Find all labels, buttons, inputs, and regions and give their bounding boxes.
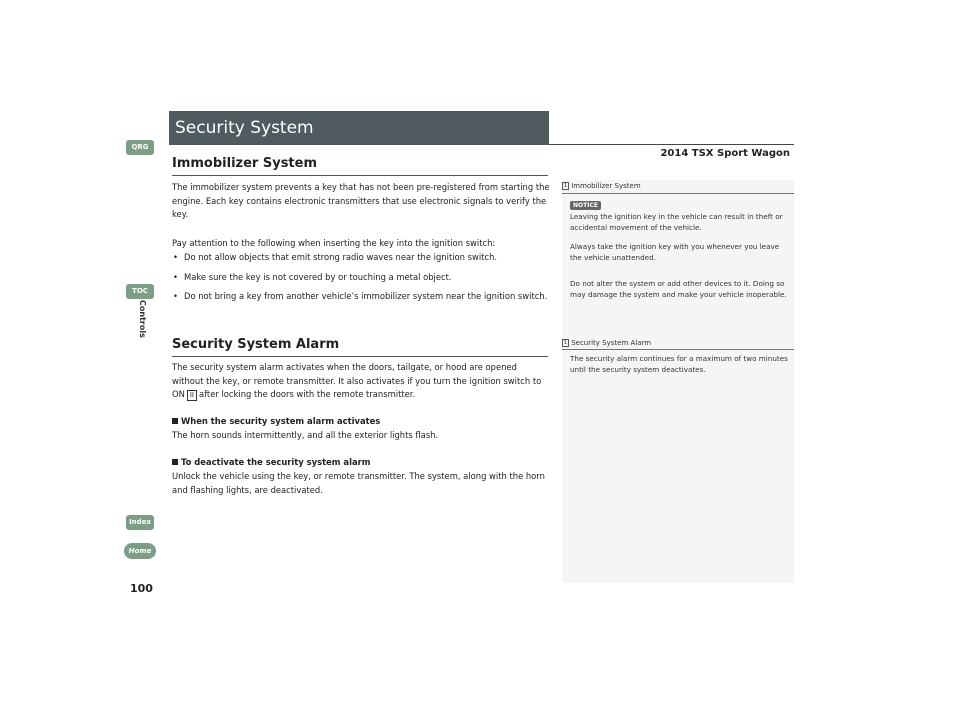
- notice-text: Leaving the ignition key in the vehicle can result in theft or accidental movement of the vehicle.: [570, 212, 783, 232]
- alarm-heading: Security System Alarm: [172, 337, 340, 352]
- qrg-button[interactable]: QRG: [126, 140, 154, 155]
- alarm-intro: [172, 361, 550, 402]
- header-rule: [549, 144, 794, 145]
- square-bullet-icon: [172, 459, 178, 465]
- chapter-label: Controls: [138, 300, 147, 338]
- toc-button[interactable]: TOC: [126, 284, 154, 299]
- sidebar-immobilizer-title: [562, 182, 641, 190]
- immobilizer-heading: Immobilizer System: [172, 156, 318, 171]
- reference-icon: 1: [564, 340, 568, 346]
- list-item: • Do not allow objects that emit strong radio waves near the ignition switch.: [172, 251, 550, 265]
- alarm-intro-text: The security system alarm activates when the doors, tailgate, or hood are opened without the key, or remote transmitter. It also activates if you turn the ignition switch to ON: [172, 362, 542, 399]
- activates-heading-text: When the security system alarm activates: [181, 416, 381, 426]
- sidebar-tip: Do not alter the system or add other devices to it. Doing so may damage the system and make your vehicle inoperable.: [570, 279, 787, 299]
- index-button[interactable]: Index: [126, 515, 154, 530]
- heading-rule: [172, 356, 548, 357]
- page-number: 100: [130, 582, 153, 595]
- immobilizer-bullets: [172, 251, 550, 310]
- immobilizer-intro: The immobilizer system prevents a key that has not been pre-registered from starting the engine. Each key contains electronic transmitters that use electronic signals to verify the key.: [172, 182, 550, 219]
- sidebar-rule: [562, 349, 794, 350]
- sidebar-alarm-text: The security alarm continues for a maximum of two minutes until the security system deactivates.: [570, 354, 788, 374]
- activates-heading: [172, 416, 380, 426]
- reference-icon: 1: [564, 183, 568, 189]
- alarm-intro-text-end: after locking the doors with the remote transmitter.: [199, 389, 416, 399]
- sidebar-panel: [562, 180, 794, 583]
- home-button[interactable]: Home: [124, 543, 156, 559]
- section-banner: Security System: [169, 111, 549, 145]
- sidebar-rule: [562, 193, 794, 194]
- list-item: • Do not bring a key from another vehicle’s immobilizer system near the ignition switch.: [172, 290, 550, 304]
- heading-rule: [172, 175, 548, 176]
- sidebar-tip: Always take the ignition key with you whenever you leave the vehicle unattended.: [570, 242, 780, 262]
- list-item: • Make sure the key is not covered by or touching a metal object.: [172, 271, 550, 285]
- deactivate-text: Unlock the vehicle using the key, or remote transmitter. The system, along with the horn and flashing lights, are deactivated.: [172, 471, 545, 495]
- square-bullet-icon: [172, 418, 178, 424]
- sidebar-alarm-title: [562, 339, 651, 347]
- sidebar-title-text: Immobilizer System: [571, 182, 641, 190]
- sidebar-title-text: Security System Alarm: [571, 339, 652, 347]
- model-name: 2014 TSX Sport Wagon: [660, 148, 790, 159]
- immobilizer-attention: Pay attention to the following when inserting the key into the ignition switch:: [172, 238, 496, 248]
- deactivate-heading: [172, 457, 370, 467]
- notice-badge: NOTICE: [570, 201, 601, 210]
- ignition-position-badge: II: [187, 390, 197, 401]
- activates-text: The horn sounds intermittently, and all the exterior lights flash.: [172, 430, 439, 440]
- deactivate-heading-text: To deactivate the security system alarm: [181, 457, 371, 467]
